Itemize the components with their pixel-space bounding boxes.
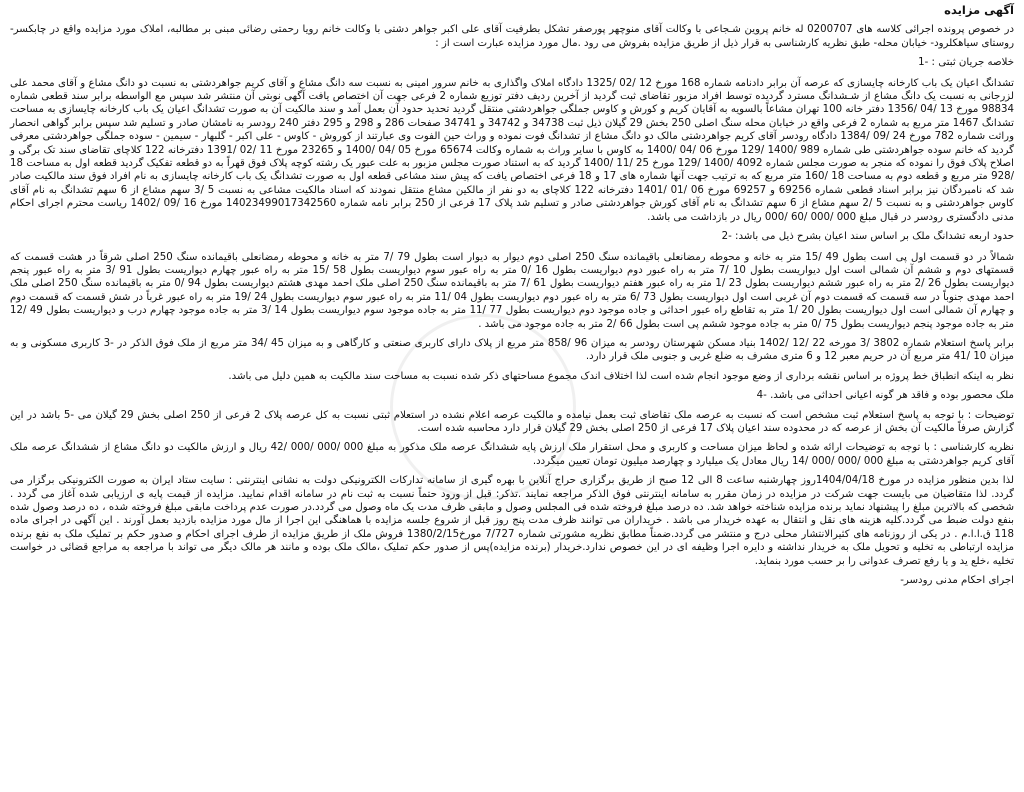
section2-heading: حدود اربعه تشدانگ ملک بر اساس سند اعیان بشرح ذیل می باشد: -2 <box>721 231 1014 243</box>
note-paragraph: نظر به اینکه انطباق خط پروژه بر اساس نقشه برداری از وضع موجود انجام شده است لذا اختلاف اندک مجموع مساحتهای ذکر شده نسبت به مساحت سند مالکیت به همین دلیل می باشد. <box>228 370 1014 382</box>
section1-paragraph: تشدانگ اعیان یک باب کارخانه چایسازی که عرصه آن برابر دادنامه شماره 168 مورخ 12 /02 /1325 دادگاه املاک واگذاری به خانم سرور امینی به نسبت سه دانگ مشاع و آقای کریم جواهردشتی به نسبت دو دانگ مشاع و آقای محمد علی لزرجانی به نسبت یک دانگ مشاع از شـشدانگ مسترد گردیده توسط افراد مزبور تقاضای ثبت گردید از آخرین ردیف دفتر توزیع شماره 2 فرعی جهت آن اختصاص یافت آگهی نوبتی آن منتشر شد سپس مع الواسطه برابر سند قطعی شماره 98834 مورخ 13 /04 /1356 دفتر خانه 100 تهران مشاعاً بالسویه به آقایان کریم و کورش و کاوس جملگی جواهردشتی منتقل گردید تحدید حدود آن بعمل آمد و سند مالکیت آن به صورت تشدانگ اعیان یک باب کارخانه چایسازی به مساحت تشدانگ 1467 متر مربع به شماره 2 فرعی واقع در خیابان محله سنگ اصلی 250 بخش 29 گیلان ذیل ثبت 34738 و 34742 و 34741 صفحات 286 و 298 و 295 دفتر 240 رودسر به نامشان صادر و تسلیم شد سپس برابر گواهی انحصار وراثت شماره 782 مورخ 24 /09 /1384 دادگاه رودسر آقای کریم جواهردشتی مالک دو دانگ مشاع از تشدانگ فوت نموده و وراث حین الفوت وی عبارتند از کوروش - کاوس - علی اکبر - گلبهار - سیمین - سوده جملگی جواهردشتی معرفی گردید که خانم سوده جواهردشتی طی شماره 989 /1400 /129 مورخ 06 /04 /1400 به کاوس با سایر وراث به شماره وکالت 65674 مورخ 05 /04 /1400 و 23265 مورخ 11 /02 /1391 دفترخانه 122 کلاچای تقاضای سند تک برگی و اصلاح پلاک فوق را نموده که منجر به صورت مجلس شماره 4092 /1400 /129 مورخ 25 /11 /1400 گردید که به استناد صورت مجلس مزبور به علت عبور یک رشته کوچه پلاک فوق قهراً به دو قطعه تفکیک گردید قطعه اول به مساحت 18 /928 متر مربع و قطعه دوم به مساحت 18 /160 متر مربع که به ترتیب جهت آنها شماره های 17 و 18 فرعی اختصاص یافت که پیش سند مشاعی قطعه اول به صورت تشدانگ یک باب کارخانه چایسازی به نام افراد فوق سند مالکیت صادر شد که نامبردگان نیز برابر اسناد قطعی شماره 69256 و 69257 مورخ 06 /01 /1401 دفترخانه 122 کلاچای به دو نفر از مالکین مشاع منتقل نمودند که اسناد مالکیت مشاعی به نسبت 5 /3 سهم مشاع از 6 سهم تشدانگ به نام آقای کاوس جواهردشتی و به نسبت 5 /2 سهم مشاع از 6 سهم تشدانگ به نام آقای کورش جواهردشتی صادر و تسلیم شد پلاک 17 فرعی از 250 برابر نامه شماره 14023499017342560 مورخ 16 /09 /1402 ریاست محترم اجرای احکام مدنی دادگستری رودسر در قبال مبلغ 000 /000 /60 /000 ریال در بازداشت می باشد. <box>10 77 1015 223</box>
section1-heading: خلاصه جریان ثبتی : -1 <box>918 57 1014 69</box>
auction-notice-page <box>10 4 1014 784</box>
auction-terms-paragraph: لذا بدین منظور مزایده در مورخ 1404/04/18روز چهارشنبه ساعت 8 الی 12 صبح از طریق برگزاری حراج آنلاین با بهره گیری از سامانه تدارکات الکترونیکی دولت به نشانی اینترنتی : سایت ستاد ایران به صورت الکترونیکی برگزار می گردد. لذا متقاضیان می بایست جهت شرکت در مزایده در زمان مقرر به سامانه اینترنتی فوق الذکر مراجعه نمایند .تذکر: قبل از ورود حتماً نسبت به ثبت نام در سامانه اقدام نمایید. مزایده از قیمت پایه ی ارزیابی شده آغاز می گردد . شخصی که بالاترین مبلغ را پیشنهاد نماید برنده مزایده شناخته خواهد شد. ده درصد مبلغ فروخته شده فی المجلس وصول و مابقی ظرف مدت یک ماه وصول می گردد.در صورت عدم پرداخت مابقی مبلغ فروخته شده ، ده درصد وصول شده بنفع دولت ضبط می گردد.کلیه هزینه های نقل و انتقال به عهده خریدار می باشد . خریداران می توانند ظرف مدت پنج روز قبل از شروع جلسه مزایده با هماهنگی این اجرا از مال مورد مزایده بازدید بعمل آورند . این آگهی در اجرای ماده 118 ق.ا.ا.م . در یکی از روزنامه های کثیرالانتشار محلی درج و منتشر می گردد.ضمناً مطابق نظریه مشورتی شماره 7/727 مورخ1380/2/15 فروش ملک از طریق مزایده از طرف اجرای احکام و صدور حکم بر تملیک ملک به نفع برنده مزایده ارتباطی به تخلیه و تحویل ملک به خریدار نداشته و دایره اجرا وظیفه ای در این خصوص ندارد.خریدار (برنده مزایده)پس از صدور حکم تملیک ،مالک ملک بوده و مانند هر مالک دیگر می تواند با مراجعه به مراجع قضائی در خواست تخلیه ،خلع ید و یا رفع تصرف عدوانی را بر حسب مورد بنماید. <box>10 475 1015 567</box>
notice-title: آگهی مزایده <box>944 3 1014 17</box>
intro-paragraph: در خصوص پرونده اجرائی کلاسه های 0200707 له خانم پروین شـجاعی با وکالت آقای منوچهر پورصفر تشکل بطرفیت آقای علی اکبر جواهر دشتی با وکالت خانم رویا رحمتی رضائی مبنی بر مطالبه، املاک مورد مزایده واقع در چابکسر- روستای سیاهکلرود- خیابان محله- طبق نظریه کارشناسی به قرار ذیل از طریق مزایده بفروش می رود .مال مورد مزایده عبارت است از : <box>10 24 1015 49</box>
signature: اجرای احکام مدنی رودسر- <box>900 575 1014 587</box>
section3-paragraph: برابر پاسخ استعلام شماره 3802 /3 مورخه 22 /12 /1402 بنیاد مسکن شهرستان رودسر به میزان 96 /858 متر مربع از پلاک دارای کاربری صنعتی و کارگاهی و به میزان 45 /34 متر مربع از ملک فوق الذکر در -3 کاربری مسکونی و به میزان 10 /41 متر مربع آن در حریم معبر 12 و 6 متری مشرف به ضلع غربی و جنوبی ملک قرار دارد. <box>10 337 1015 363</box>
section2-paragraph: شمالاً در دو قسمت اول پی است بطول 49 /15 متر به خانه و محوطه رمضانعلی باقیمانده سنگ 250 اصلی دوم دیوار به دیوار است بطول 79 /7 متر به خانه و محوطه رمضانعلی باقیمانده سنگ 250 اصلی شرقاً در هشت قسمت که قسمتهای دوم و ششم آن شمالی است اول دیواریست بطول 10 /7 متر به راه عبور دوم دیواریست بطول 16 /0 متر به راه عبور سوم دیواریست بطول 58 /15 متر به راه عبور چهارم دیواریست بطول 91 /3 متر به راه عبور پنجم دیواریست بطول 26 /2 متر به راه عبور ششم دیواریست بطول 23 /1 متر به راه عبور هفتم دیواریست بطول 61 /7 متر به باقیمانده سنگ 250 اصلی ملک احمد مهدی هشتم دیواریست بطول 94 /0 متر به باقیمانده سنگ 250 اصلی ملک احمد مهدی جنوباً در سه قسمت که قسمت دوم آن غربی است اول دیواریست بطول 73 /6 متر به راه عبور دوم دیواریست بطول 04 /11 متر به راه عبور سوم دیواریست بطول 24 /19 متر به راه عبور غرباً در شش قسمت که قسمت دوم و چهارم آن شمالی است اول دیواریست بطول 20 /1 متر به تقاطع راه عبور احداثی و جاده موجود دوم دیواریست بطول 77 /11 متر به جاده موجود سوم دیواریست بطول 14 /3 متر به جاده موجود چهارم درب و دیواریست بطول 49 /12 متر به جاده موجود پنجم دیواریست بطول 75 /0 متر به جاده موجود ششم پی است بطول 66 /2 متر به جاده موجود می باشد . <box>10 251 1015 330</box>
section5-paragraph: توضیحات : با توجه به پاسخ استعلام ثبت مشخص است که نسبت به عرصه ملک تقاضای ثبت بعمل نیامده و مالکیت عرصه اعلام نشده در استعلام ثبتی نسبت به کل عرصه پلاک 2 فرعی از 250 اصلی بخش 29 گیلان می -5 باشد در این گزارش صرفاً مالکیت آن بخش از عرصه که در محدوده سند اعیان پلاک 17 فرعی از 250 اصلی بخش 29 گیلان قرار دارد محاسبه شده است. <box>10 409 1015 434</box>
expert-opinion-paragraph: نظریه کارشناسی : با توجه به توضیحات ارائه شده و لحاظ میزان مساحت و کاربری و محل استقرار ملک ارزش پایه ششدانگ عرصه ملک مذکور به مبلغ 000 /000 /000 /42 ریال و ارزش مالکیت دو دانگ مشاع از ششدانگ عرصه ملک آقای کریم جواهردشتی به مبلغ 000 /000 /000 /14 ریال معادل یک میلیارد و چهارصد میلیون تومان تعیین میگردد. <box>10 442 1015 467</box>
section4-paragraph: ملک محصور بوده و فاقد هر گونه اعیانی احداثی می باشد. -4 <box>756 390 1014 402</box>
